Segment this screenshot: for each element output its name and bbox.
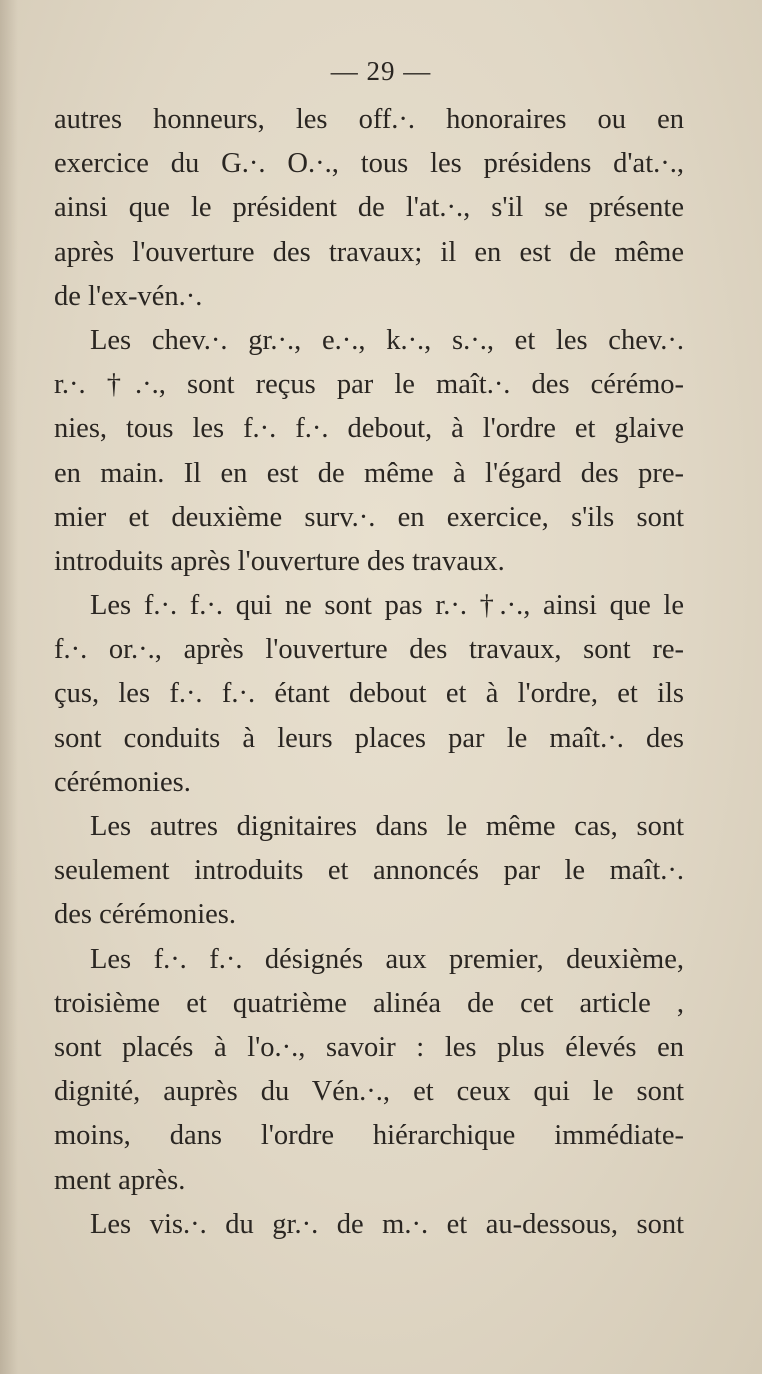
text-line: en main. Il en est de même à l'égard des pre- — [54, 457, 684, 489]
page-number: — 29 — — [330, 56, 432, 86]
text-line: seulement introduits et annoncés par le maît.·. — [54, 855, 684, 887]
paragraph-first-line: Les vis.·. du gr.·. de m.·. et au-dessous, sont — [90, 1208, 684, 1240]
text-line: f.·. or.·., après l'ouverture des travaux, sont re- — [54, 634, 684, 666]
text-line: mier et deuxième surv.·. en exercice, s'ils sont — [54, 501, 684, 533]
text-line: sont conduits à leurs places par le maît.·. des — [54, 722, 684, 754]
text-line: sont placés à l'o.·., savoir : les plus élevés en — [54, 1031, 684, 1063]
text-line: moins, dans l'ordre hiérarchique immédiate- — [54, 1120, 684, 1152]
text-line: troisième et quatrième alinéa de cet article , — [54, 987, 684, 1019]
text-line: dignité, auprès du Vén.·., et ceux qui le sont — [54, 1076, 684, 1108]
text-line: autres honneurs, les off.·. honoraires ou en — [54, 104, 684, 135]
text-line: des cérémonies. — [54, 899, 237, 931]
text-line: cérémonies. — [54, 766, 191, 798]
text-line: çus, les f.·. f.·. étant debout et à l'ordre, et ils — [54, 678, 684, 710]
text-line: ment après. — [54, 1164, 186, 1196]
text-line: r.·. †.·., sont reçus par le maît.·. des cérémo- — [54, 369, 684, 401]
paragraph-first-line: Les f.·. f.·. qui ne sont pas r.·. †.·., ainsi que le — [90, 590, 684, 622]
text-line: introduits après l'ouverture des travaux. — [54, 545, 505, 577]
paragraph-first-line: Les chev.·. gr.·., e.·., k.·., s.·., et les chev.·. — [90, 324, 684, 356]
text-line: nies, tous les f.·. f.·. debout, à l'ordre et glaive — [54, 413, 684, 445]
paragraph-first-line: Les autres dignitaires dans le même cas, sont — [90, 811, 684, 842]
paragraph-first-line: Les f.·. f.·. désignés aux premier, deuxième, — [90, 943, 684, 975]
text-line: de l'ex-vén.·. — [54, 280, 203, 312]
text-line: après l'ouverture des travaux; il en est de même — [54, 236, 684, 268]
text-line: exercice du G.·. O.·., tous les présidens d'at.·., — [54, 148, 684, 180]
text-line: ainsi que le président de l'at.·., s'il se présente — [54, 192, 684, 224]
body-text — [54, 98, 684, 1247]
